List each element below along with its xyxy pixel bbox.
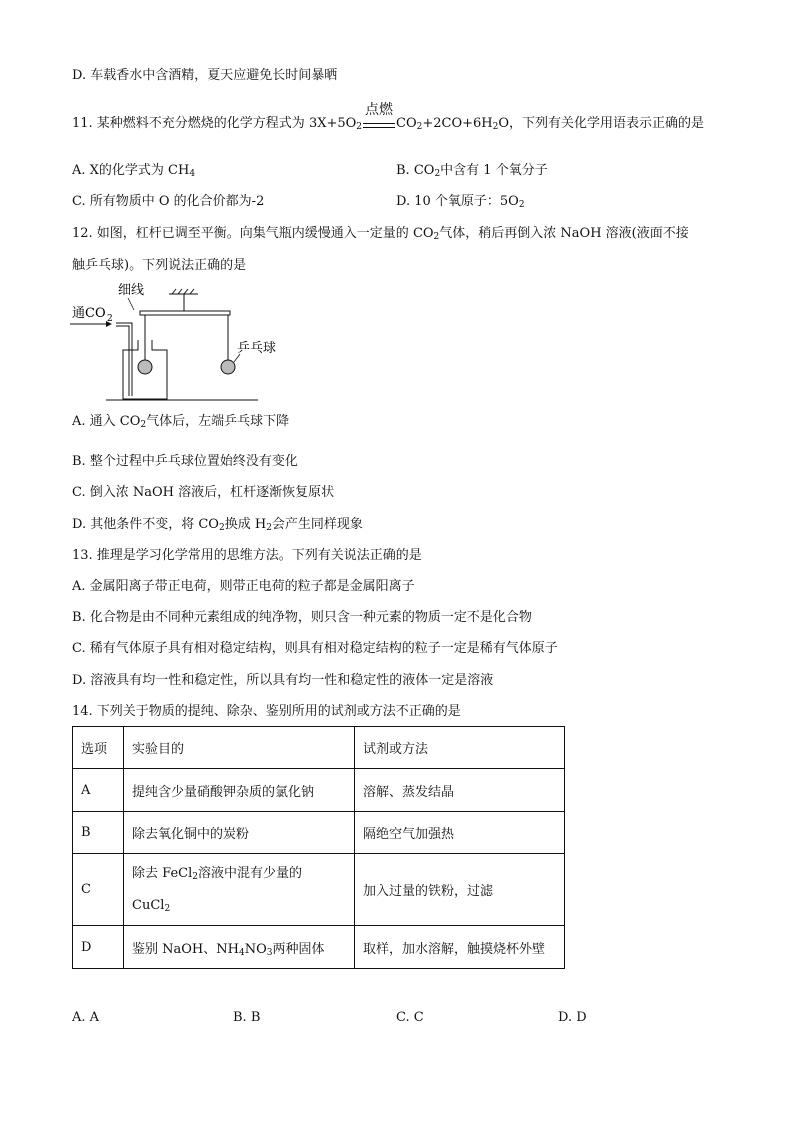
row-purpose: 鉴别 NaOH、$NH_4NO_3$两种固体 — [124, 926, 355, 969]
header-method: 试剂或方法 — [355, 727, 565, 769]
inlet-tube — [116, 323, 132, 396]
q11-stem-text: 11. 某种燃料不充分燃烧的化学方程式为 3X+5O — [72, 116, 357, 131]
q11-option-b: B. $CO_2$中含有 1 个氧分子 — [396, 163, 548, 179]
q11-stem: 11. 某种燃料不充分燃烧的化学方程式为 $3X+5O_2$ 点燃 $CO_2+2CO+6H_2O$，下列有关化学用语表示正确的是 — [72, 102, 705, 132]
row-method: 溶解、蒸发结晶 — [355, 769, 565, 812]
lever-apparatus-figure — [68, 280, 298, 406]
q14-table — [72, 726, 565, 969]
row-purpose: 提纯含少量硝酸钾杂质的氯化钠 — [124, 769, 355, 812]
q11-option-d: D. 10 个氧原子：$5O_2$ — [396, 194, 525, 210]
q14-stem: 14. 下列关于物质的提纯、除杂、鉴别所用的试剂或方法不正确的是 — [72, 704, 461, 719]
reaction-condition: 点燃 — [362, 114, 396, 134]
table-row — [73, 926, 565, 969]
label-co2-subscript: 2 — [107, 314, 113, 324]
q12-option-c: C. 倒入浓 NaOH 溶液后，杠杆逐渐恢复原状 — [72, 485, 335, 500]
table-row — [73, 812, 565, 854]
header-purpose: 实验目的 — [124, 727, 355, 769]
label-string: 细线 — [118, 283, 145, 298]
q11-option-a: A. X的化学式为 $CH_4$ — [72, 163, 196, 179]
q14-answer-d: D. D — [558, 1010, 587, 1025]
table-header-row — [73, 727, 565, 769]
q10-option-d: D. 车载香水中含酒精，夏天应避免长时间暴晒 — [72, 68, 338, 83]
row-method: 隔绝空气加强热 — [355, 812, 565, 854]
q12-stem-line2: 触乒乓球)。下列说法正确的是 — [72, 258, 247, 273]
row-option: B — [73, 812, 124, 854]
q12-option-b: B. 整个过程中乒乓球位置始终没有变化 — [72, 454, 298, 469]
row-method: 取样，加水溶解，触摸烧杯外壁 — [355, 926, 565, 969]
q12-option-d: D. 其他条件不变，将 $CO_2$换成 $H_2$会产生同样现象 — [72, 517, 363, 533]
table-row — [73, 854, 565, 926]
q14-answer-b: B. B — [233, 1010, 261, 1025]
q12-option-a: A. 通入 $CO_2$气体后，左端乒乓球下降 — [72, 414, 290, 430]
q13-option-a: A. 金属阳离子带正电荷，则带正电荷的粒子都是金属阳离子 — [72, 579, 415, 594]
q11-option-c: C. 所有物质中 O 的化合价都为-2 — [72, 194, 265, 209]
row-purpose: 除去氧化铜中的炭粉 — [124, 812, 355, 854]
lever-bar — [140, 311, 230, 315]
row-method: 加入过量的铁粉，过滤 — [355, 854, 565, 926]
q14-answer-a: A. A — [72, 1010, 100, 1025]
ceiling-hatch — [172, 289, 194, 294]
label-co2-inlet: 通CO — [72, 306, 106, 321]
table-row — [73, 769, 565, 812]
right-ping-pong-ball — [221, 360, 235, 374]
header-option: 选项 — [73, 727, 124, 769]
row-option: D — [73, 926, 124, 969]
row-option: C — [73, 854, 124, 926]
row-purpose: 除去 FeCl$_2$溶液中混有少量的 CuCl$_2$ — [124, 854, 355, 926]
q13-option-c: C. 稀有气体原子具有相对稳定结构，则具有相对稳定结构的粒子一定是稀有气体原子 — [72, 641, 558, 656]
q13-option-b: B. 化合物是由不同种元素组成的纯净物，则只含一种元素的物质一定不是化合物 — [72, 610, 532, 625]
q13-stem: 13. 推理是学习化学常用的思维方法。下列有关说法正确的是 — [72, 548, 422, 563]
q13-option-d: D. 溶液具有均一性和稳定性，所以具有均一性和稳定性的液体一定是溶液 — [72, 673, 494, 688]
label-ping-pong-ball: 乒乓球 — [237, 341, 277, 356]
left-ping-pong-ball — [138, 360, 152, 374]
row-option: A — [73, 769, 124, 812]
q12-stem-line1: 12. 如图，杠杆已调至平衡。向集气瓶内缓慢通入一定量的 $CO_2$气体，稍后再倒入浓 NaOH 溶液(液面不接 — [72, 226, 689, 242]
q14-answer-c: C. C — [396, 1010, 424, 1025]
